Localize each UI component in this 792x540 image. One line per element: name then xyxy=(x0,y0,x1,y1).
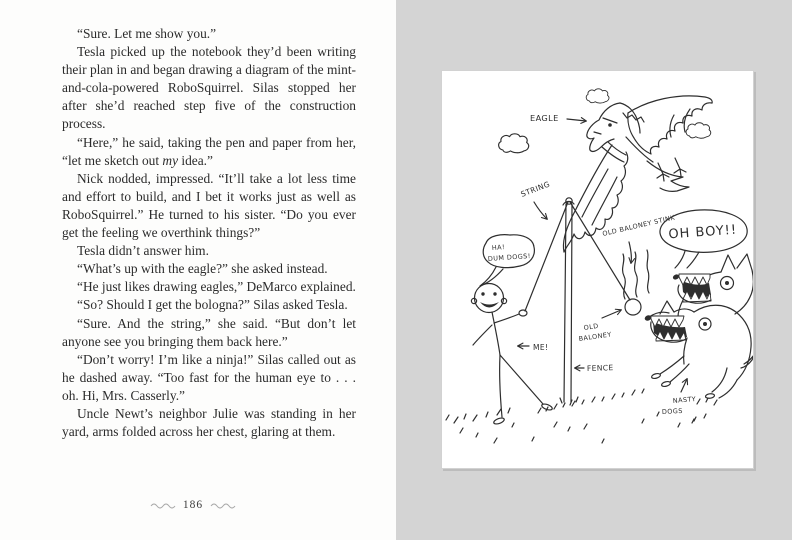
paragraph: “Sure. Let me show you.” xyxy=(77,26,217,41)
kid-bubble-line1: HA! xyxy=(491,243,506,252)
string-arrow xyxy=(534,202,547,219)
paragraph: “Here,” he said, taking the pen and paper from her, “let me sketch out my idea.” xyxy=(62,134,356,168)
right-page xyxy=(396,0,792,540)
string-label-group xyxy=(519,180,551,219)
lower-dog-drawing xyxy=(644,301,753,399)
kid-bubble-line2: DUM DOGS! xyxy=(487,252,531,263)
kid-figure xyxy=(471,284,553,426)
notebook-sketch xyxy=(442,71,753,468)
nasty-dogs-line2: DOGS xyxy=(661,406,683,416)
page-number: 186 xyxy=(182,499,204,511)
eagle-label-group xyxy=(530,113,586,123)
page-footer xyxy=(40,496,346,514)
paragraph: “Don’t worry! I’m like a ninja!” Silas called out as he dashed away. “Too fast for the human eye to . . . oh. Hi, Mrs. Casserly.” xyxy=(62,351,356,403)
old-baloney-line1: OLD xyxy=(583,321,600,332)
dog-bubble-label: OH BOY!! xyxy=(667,222,738,243)
folio-squiggle-left xyxy=(150,501,176,510)
paragraph: Nick nodded, impressed. “It’ll take a lot less time and effort to build, and I bet it works just as well as RoboSquirrel.” He turned to his sister. “Do you ever get the feeling we overthink things?” xyxy=(62,170,356,241)
paragraph: “Sure. And the string,” she said. “But don’t let anyone see you bringing them back here.” xyxy=(62,315,356,349)
fence-label-group xyxy=(575,363,614,373)
cloud-icon xyxy=(586,89,609,103)
old-baloney-line2: BALONEY xyxy=(578,330,613,343)
illustration-frame xyxy=(441,70,754,469)
paragraph: “He just likes drawing eagles,” DeMarco explained. xyxy=(77,279,356,295)
me-label: ME! xyxy=(533,343,549,352)
paragraph: “So? Should I get the bologna?” Silas asked Tesla. xyxy=(77,297,348,313)
string-label: STRING xyxy=(519,179,552,199)
cloud-icon xyxy=(686,123,711,139)
kid-speech-bubble xyxy=(480,235,534,286)
nasty-dogs-line1: NASTY xyxy=(672,394,697,405)
paragraph: “What’s up with the eagle?” she asked instead. xyxy=(77,261,328,277)
eagle-arrow xyxy=(567,119,586,121)
old-baloney-arrow xyxy=(602,310,621,318)
me-label-group xyxy=(518,343,548,352)
paragraph: Tesla picked up the notebook they’d been writing their plan in and began drawing a diagram of the mint-and-cola-powered RoboSquirrel. Silas stopped her after she’d reached step five of the construction process. xyxy=(62,44,356,132)
baloney xyxy=(625,299,641,315)
book-text xyxy=(62,25,356,441)
stink-group xyxy=(602,213,676,299)
fence-label: FENCE xyxy=(586,363,614,373)
eagle-label: EAGLE xyxy=(530,113,559,123)
baloney-group xyxy=(578,299,641,343)
nasty-dogs-arrow xyxy=(681,379,687,392)
string-lines xyxy=(525,202,630,311)
paragraph: Uncle Newt’s neighbor Julie was standing in her yard, arms folded across her chest, glaring at them. xyxy=(62,405,356,440)
stink-arrow xyxy=(629,242,631,263)
cloud-icon xyxy=(499,134,529,153)
fence-pole xyxy=(563,198,574,402)
nasty-dogs-label-group xyxy=(662,379,697,416)
folio-squiggle-right xyxy=(210,501,236,510)
upper-dog-drawing xyxy=(672,254,753,317)
stink-label: OLD BALONEY STINK xyxy=(601,213,676,238)
paragraph: Tesla didn’t answer him. xyxy=(77,243,209,259)
